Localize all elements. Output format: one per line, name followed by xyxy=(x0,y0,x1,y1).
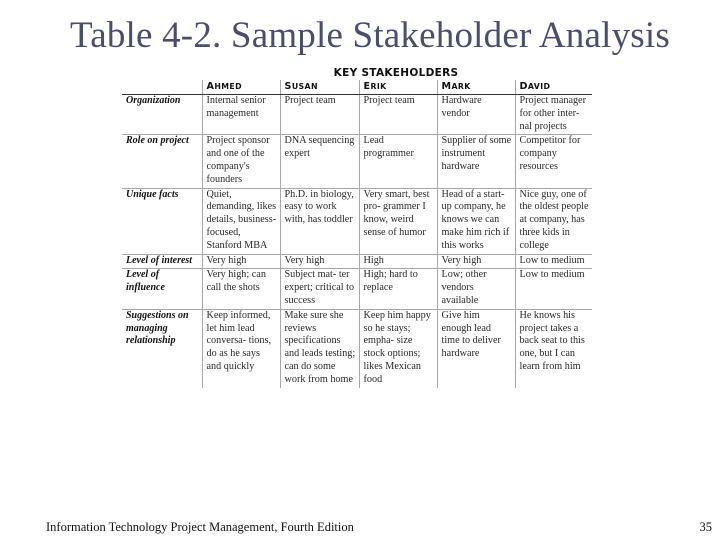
row-label: Unique facts xyxy=(122,188,202,254)
table-cell: Supplier of some instrument hardware xyxy=(437,135,515,188)
table-cell: DNA sequencing expert xyxy=(280,135,359,188)
column-header-rest: USAN xyxy=(291,82,318,91)
column-header-david xyxy=(515,80,592,95)
column-header-ahmed xyxy=(202,80,280,95)
table-cell: High xyxy=(359,254,437,269)
table-cell: Keep informed, let him lead conversa- tions, do as he says and quickly xyxy=(202,309,280,387)
table-cell: Give him enough lead time to deliver hardware xyxy=(437,309,515,387)
column-header-rest: ARK xyxy=(451,82,471,91)
column-header-initial: S xyxy=(284,81,292,92)
table-cell: Internal senior management xyxy=(202,95,280,135)
column-header-erik xyxy=(359,80,437,95)
table-cell: Quiet, demanding, likes details, business-focused, Stanford MBA xyxy=(202,188,280,254)
table-cell: Very high; can call the shots xyxy=(202,269,280,309)
column-header-rest: RIK xyxy=(370,82,387,91)
table-cell: Keep him happy so he stays; empha- size stock options; likes Mexican food xyxy=(359,309,437,387)
table-row-unique-facts xyxy=(122,188,592,254)
table-row-role-on-project xyxy=(122,135,592,188)
row-label: Role on project xyxy=(122,135,202,188)
column-header-initial: D xyxy=(519,81,528,92)
stakeholder-table-container xyxy=(122,66,592,388)
table-cell: High; hard to replace xyxy=(359,269,437,309)
row-label: Level of influence xyxy=(122,269,202,309)
corner-header-cell xyxy=(122,80,202,95)
column-header-rest: HMED xyxy=(214,82,243,91)
column-header-rest: AVID xyxy=(527,82,551,91)
table-cell: Project team xyxy=(280,95,359,135)
table-cell: Hardware vendor xyxy=(437,95,515,135)
key-stakeholders-header: KEY STAKEHOLDERS xyxy=(333,67,459,79)
table-row-level-of-interest xyxy=(122,254,592,269)
table-cell: Make sure she reviews specifications and leads testing; can do some work from home xyxy=(280,309,359,387)
table-cell: Nice guy, one of the oldest people at company, has three kids in college xyxy=(515,188,592,254)
footer-source: Information Technology Project Management, Fourth Edition xyxy=(46,520,354,534)
table-cell: Very high xyxy=(437,254,515,269)
table-cell: Very high xyxy=(202,254,280,269)
table-cell: Project manager for other inter- nal projects xyxy=(515,95,592,135)
table-cell: Subject mat- ter expert; critical to success xyxy=(280,269,359,309)
table-cell: Low to medium xyxy=(515,269,592,309)
column-header-mark xyxy=(437,80,515,95)
table-cell: Very smart, best pro- grammer I know, weird sense of humor xyxy=(359,188,437,254)
table-cell: Very high xyxy=(280,254,359,269)
row-label: Organization xyxy=(126,95,181,106)
page-number: 35 xyxy=(699,520,712,534)
column-header-row xyxy=(122,80,592,95)
table-row-suggestions xyxy=(122,309,592,387)
slide-title: Table 4-2. Sample Stakeholder Analysis xyxy=(70,15,670,56)
row-label: Level of interest xyxy=(122,254,202,269)
table-row-organization xyxy=(122,95,592,135)
table-row-level-of-influence xyxy=(122,269,592,309)
table-cell: He knows his project takes a back seat to this one, but I can learn from him xyxy=(515,309,592,387)
table-cell: Head of a start-up company, he knows we can make him rich if this works xyxy=(437,188,515,254)
stakeholder-analysis-table xyxy=(122,80,592,388)
table-cell: Low to medium xyxy=(515,254,592,269)
table-cell: Project team xyxy=(359,95,437,135)
column-header-initial: M xyxy=(441,81,452,92)
column-header-susan xyxy=(280,80,359,95)
table-cell: Competitor for company resources xyxy=(515,135,592,188)
table-cell: Project sponsor and one of the company's founders xyxy=(202,135,280,188)
column-header-initial: E xyxy=(363,81,371,92)
table-cell: Lead programmer xyxy=(359,135,437,188)
table-cell: Ph.D. in biology, easy to work with, has toddler xyxy=(280,188,359,254)
column-header-initial: A xyxy=(206,81,215,92)
table-cell: Low; other vendors available xyxy=(437,269,515,309)
row-label: Suggestions on managing relationship xyxy=(122,309,202,387)
